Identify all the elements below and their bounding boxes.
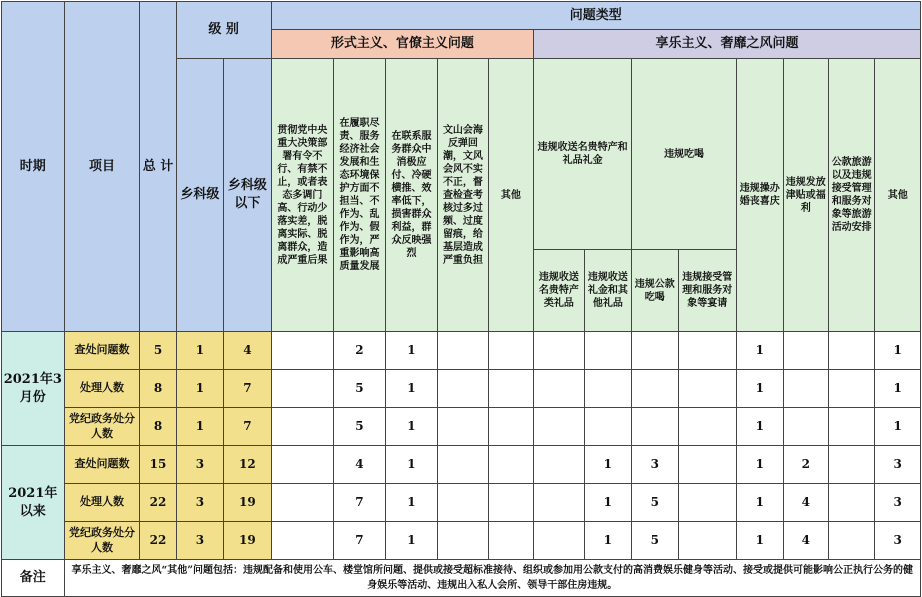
- row-total: 22: [140, 484, 176, 522]
- row-level-below: 12: [224, 446, 271, 484]
- row-item-label: 处理人数: [64, 370, 140, 408]
- data-cell: [678, 484, 737, 522]
- data-cell: [271, 370, 334, 408]
- note-text: 享乐主义、奢靡之风“其他”问题包括：违规配备和使用公车、楼堂馆所问题、提供或接受超标准接待、组织或参加用公款支付的高消费娱乐健身等活动、接受或提供可能影响公正执行公务的健身娱乐等活动、违规出入私人会所、领导干部住房违规。: [64, 560, 920, 597]
- data-cell: 2: [783, 446, 828, 484]
- row-item-label: 党纪政务处分人数: [64, 522, 140, 560]
- data-cell: [828, 484, 874, 522]
- data-cell: 1: [737, 484, 783, 522]
- statistics-table: [1, 1, 921, 597]
- data-cell: [438, 522, 488, 560]
- row-level-below: 19: [224, 522, 271, 560]
- data-cell: [534, 408, 584, 446]
- row-level-below: 7: [224, 408, 271, 446]
- data-cell: [783, 370, 828, 408]
- travel-header: 公款旅游以及违规接受管理和服务对象等旅游活动安排: [828, 59, 874, 332]
- data-cell: [584, 370, 631, 408]
- formalism-col-1: 贯彻党中央重大决策部署有令不行、有禁不止，或者表态多调门高、行动少落实差，脱离实际、脱离群众，造成严重后果: [271, 59, 334, 332]
- data-cell: [438, 484, 488, 522]
- row-total: 15: [140, 446, 176, 484]
- data-cell: [488, 484, 533, 522]
- row-level-below: 7: [224, 370, 271, 408]
- data-cell: [678, 408, 737, 446]
- data-cell: [678, 370, 737, 408]
- row-level-township: 1: [176, 408, 223, 446]
- header-total: 总 计: [140, 2, 176, 332]
- period-cell: 2021年以来: [2, 446, 65, 560]
- data-cell: 1: [385, 446, 438, 484]
- data-cell: [271, 522, 334, 560]
- formalism-col-3: 在联系服务群众中消极应付、冷硬横推、效率低下，损害群众利益，群众反映强烈: [385, 59, 438, 332]
- data-cell: [534, 446, 584, 484]
- data-cell: 1: [385, 332, 438, 370]
- data-cell: [584, 408, 631, 446]
- data-cell: [271, 446, 334, 484]
- row-level-below: 19: [224, 484, 271, 522]
- data-cell: 1: [584, 522, 631, 560]
- wedding-header: 违规操办婚丧喜庆: [737, 59, 783, 332]
- data-cell: [534, 484, 584, 522]
- table-row: [2, 446, 921, 484]
- data-cell: [632, 332, 678, 370]
- data-cell: [534, 370, 584, 408]
- data-cell: [678, 522, 737, 560]
- row-item-label: 查处问题数: [64, 446, 140, 484]
- data-cell: 1: [737, 332, 783, 370]
- group-formalism: 形式主义、官僚主义问题: [271, 30, 534, 59]
- header-period: 时期: [2, 2, 65, 332]
- data-cell: 4: [783, 522, 828, 560]
- data-cell: [488, 370, 533, 408]
- table-row: [2, 408, 921, 446]
- gifts-group-header: 违规收送名贵特产和礼品礼金: [534, 59, 632, 250]
- data-cell: 3: [875, 446, 921, 484]
- data-cell: 1: [875, 408, 921, 446]
- row-item-label: 查处问题数: [64, 332, 140, 370]
- row-item-label: 党纪政务处分人数: [64, 408, 140, 446]
- data-cell: 3: [632, 446, 678, 484]
- row-item-label: 处理人数: [64, 484, 140, 522]
- data-cell: [488, 332, 533, 370]
- row-level-township: 1: [176, 332, 223, 370]
- data-cell: [488, 522, 533, 560]
- data-cell: [271, 332, 334, 370]
- data-cell: [271, 484, 334, 522]
- data-cell: 1: [875, 332, 921, 370]
- data-cell: 5: [334, 370, 386, 408]
- eating-sub-banquet: 违规接受管理和服务对象等宴请: [678, 250, 737, 332]
- table-row: [2, 332, 921, 370]
- row-level-township: 3: [176, 484, 223, 522]
- data-cell: 4: [334, 446, 386, 484]
- data-cell: 5: [632, 484, 678, 522]
- data-cell: [438, 446, 488, 484]
- data-cell: [783, 408, 828, 446]
- formalism-col-2: 在履职尽责、服务经济社会发展和生态环境保护方面不担当、不作为、乱作为、假作为，严重影响高质量发展: [334, 59, 386, 332]
- header-item: 项目: [64, 2, 140, 332]
- data-cell: 7: [334, 484, 386, 522]
- period-cell: 2021年3月份: [2, 332, 65, 446]
- data-cell: [828, 522, 874, 560]
- table-row: [2, 522, 921, 560]
- row-total: 22: [140, 522, 176, 560]
- gifts-sub-specialty: 违规收送名贵特产类礼品: [534, 250, 584, 332]
- row-total: 8: [140, 408, 176, 446]
- data-cell: [783, 332, 828, 370]
- data-cell: [271, 408, 334, 446]
- data-cell: [632, 370, 678, 408]
- data-cell: 4: [783, 484, 828, 522]
- row-level-township: 3: [176, 446, 223, 484]
- eating-group-header: 违规吃喝: [632, 59, 737, 250]
- data-cell: 1: [385, 522, 438, 560]
- note-label: 备注: [2, 560, 65, 597]
- data-cell: 1: [737, 522, 783, 560]
- row-level-township: 1: [176, 370, 223, 408]
- data-cell: [678, 332, 737, 370]
- data-cell: [828, 332, 874, 370]
- data-cell: [632, 408, 678, 446]
- data-cell: 7: [334, 522, 386, 560]
- data-cell: [488, 446, 533, 484]
- formalism-col-other: 其他: [488, 59, 533, 332]
- data-cell: 1: [584, 446, 631, 484]
- header-level-below: 乡科级以下: [224, 59, 271, 332]
- formalism-col-4: 文山会海反弹回潮，文风会风不实不正，督查检查考核过多过频、过度留痕，给基层造成严重负担: [438, 59, 488, 332]
- data-cell: [488, 408, 533, 446]
- data-cell: [828, 446, 874, 484]
- data-cell: 1: [875, 370, 921, 408]
- data-cell: 5: [632, 522, 678, 560]
- table-row: [2, 484, 921, 522]
- gifts-sub-cash: 违规收送礼金和其他礼品: [584, 250, 631, 332]
- eating-sub-public: 违规公款吃喝: [632, 250, 678, 332]
- data-cell: 1: [584, 484, 631, 522]
- table-row: [2, 370, 921, 408]
- data-cell: [438, 332, 488, 370]
- data-cell: [438, 370, 488, 408]
- group-hedonism: 享乐主义、奢靡之风问题: [534, 30, 921, 59]
- row-level-township: 3: [176, 522, 223, 560]
- row-level-below: 4: [224, 332, 271, 370]
- data-cell: [438, 408, 488, 446]
- allowance-header: 违规发放津贴或福利: [783, 59, 828, 332]
- data-cell: [534, 522, 584, 560]
- data-cell: [534, 332, 584, 370]
- header-problem-types: 问题类型: [271, 2, 920, 30]
- data-cell: 1: [385, 408, 438, 446]
- data-cell: 1: [385, 484, 438, 522]
- row-total: 5: [140, 332, 176, 370]
- data-cell: 3: [875, 484, 921, 522]
- data-cell: [678, 446, 737, 484]
- data-cell: [828, 370, 874, 408]
- header-level-township: 乡科级: [176, 59, 223, 332]
- data-cell: 1: [737, 408, 783, 446]
- data-cell: 1: [737, 370, 783, 408]
- data-cell: 2: [334, 332, 386, 370]
- hedonism-other-header: 其他: [875, 59, 921, 332]
- data-cell: [828, 408, 874, 446]
- header-level: 级 别: [176, 2, 271, 59]
- data-cell: 3: [875, 522, 921, 560]
- data-cell: 1: [385, 370, 438, 408]
- data-cell: [584, 332, 631, 370]
- data-cell: 1: [737, 446, 783, 484]
- data-cell: 5: [334, 408, 386, 446]
- row-total: 8: [140, 370, 176, 408]
